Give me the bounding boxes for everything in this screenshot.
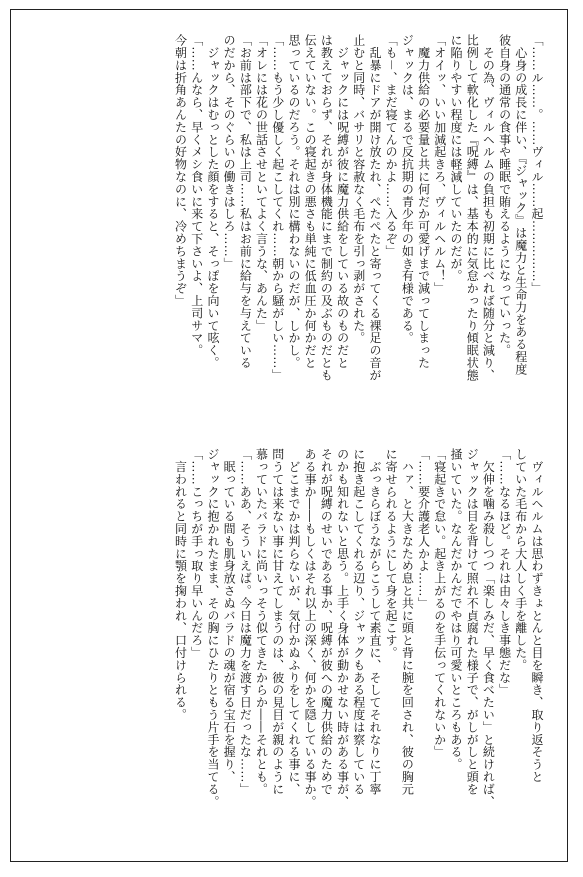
text-line: に寄せられるようにして身を起こす。	[384, 448, 399, 659]
text-line: 「……ああ、そういえば。今日は魔力を渡す日だったな……」	[238, 448, 253, 796]
text-line: それが呪縛のせいである事か、呪縛が彼への魔力供給のためで	[319, 448, 334, 796]
text-line: 「……要介護老人かよ……」	[416, 448, 431, 610]
text-line: ヴィルヘルムは思わずきょとんと目を瞬き、取り返そうと	[530, 448, 544, 783]
text-line: 「……ル……。……ヴィル……起……………」	[530, 34, 544, 295]
text-line: のだから、そのぐらいの働きはしろ……」	[222, 34, 237, 270]
text-block-bottom	[59, 448, 545, 840]
text-line: 心身の成長に伴い、『ジャック』は魔力と生命力をある程度	[513, 34, 528, 376]
text-line: 言われると同時に顎を掬われ、口付けられる。	[173, 448, 188, 721]
text-line: に抱き起こしてくれる辺り、ジャックもある程度は察している	[351, 448, 366, 796]
text-line: ジャックには呪縛が彼に魔力供給をしている故のものだと	[335, 34, 350, 369]
text-line: 魔力供給の必要量と共に何だか可愛げまで減ってしまった	[416, 34, 431, 369]
text-line: その為、ヴィルヘルムの負担も初期に比べれば随分と減り、	[481, 34, 496, 382]
text-line: 今朝は折角あんたの好物なのに、冷めちまうぞ」	[173, 34, 188, 307]
text-line: 「……こっちが手っ取り早いんだろ」	[189, 448, 204, 659]
text-line: ぶっきらぼうながらこうして素直に、そしてそれなりに丁寧	[367, 448, 382, 796]
text-line: 慕っていたバラドに尚いっそう似てきたからか――それとも。	[254, 448, 269, 796]
text-line: 「オイッ、いい加減起きろ、ヴィルヘルム！」	[432, 34, 447, 295]
text-line: 「……んなら、早くメシ食いに来て下さいよ、上司サマ。	[189, 34, 204, 357]
text-line: ジャックに抱かれたまま、その胸にひたりともう片手を当てる。	[205, 448, 220, 808]
text-line: 掻いていた。なんだかんだでやはり可愛いところもある。	[448, 448, 463, 771]
text-line: 伝えていない。この寝起きの悪さも単純に低血圧か何かだと	[303, 34, 318, 369]
text-line: どこまでかは判らないが、気付かぬふりをしてくれる事に、	[286, 448, 301, 796]
text-line: 「お前は部下で、私は上司……私はお前に給与を与えている	[238, 34, 253, 369]
text-line: 止むと同時、バサリと容赦なく毛布を引っ剥がされた。	[351, 34, 366, 344]
text-line: 「も－、まだ寝てんのかよ……入るぞ」	[384, 34, 399, 258]
text-line: は教えておらず、それが身体機能にまで制約の及ぶものだとも	[319, 34, 334, 382]
text-line: 乱暴にドアが開け放たれ、ぺたぺたと寄ってくる裸足の音が	[367, 34, 382, 382]
text-line: 比例して軟化した『呪縛』は、基本的に気怠かったり傾眠状態	[465, 34, 480, 382]
text-block-top	[59, 34, 545, 424]
text-line: 欠伸を噛み殺しつつ「楽しみだ、早く食べたい」と続ければ、	[481, 448, 496, 808]
text-line: 「オレには花の世話させといてよく言うな、あんた」	[254, 34, 269, 332]
text-line: に陥りやすい程度には軽減していたのだが。	[448, 34, 463, 282]
text-line: ジャックは、まるで反抗期の青少年の如き有様である。	[400, 34, 415, 344]
text-line: 問うては来ない事に甘えてしまうのは、彼の見目が親のように	[270, 448, 285, 796]
text-line: 「……なるほど。それは由々しき事態だな」	[497, 448, 512, 696]
document-page	[10, 9, 568, 862]
text-line: 彼自身の通常の食事や睡眠で賄えるようになっていった。	[497, 34, 512, 357]
text-line: 思っているのだろう。それは別に構わないのだが、しかし。	[286, 34, 301, 369]
text-line: していた毛布から大人しく手を離した。	[513, 448, 528, 672]
text-line: ジャックはむっとした顔をすると、そっぽを向いて呟く。	[205, 34, 220, 369]
text-line: 眠っている間も肌身放さぬバラドの魂が宿る宝石を握り、	[222, 448, 237, 783]
text-line: ハァ、と大きなため息と共に頭と背に腕を回され、彼の胸元	[400, 448, 415, 796]
text-line: ある事か――もしくはそれ以上の深く、何かを隠している事か。	[303, 448, 318, 808]
text-line: 「寝起きで怠い。起き上がるのを手伝ってくれないか」	[432, 448, 447, 758]
text-line: ジャックは目を背けて照れ不貞腐れた様子で、がしがしと頭を	[465, 448, 480, 796]
text-line: のかも知れないと思う。上手く身体が動かせない時がある事が、	[335, 448, 350, 808]
text-line: 「……もう少し優しく起こしてくれ……朝から騒がしい……」	[270, 34, 285, 382]
